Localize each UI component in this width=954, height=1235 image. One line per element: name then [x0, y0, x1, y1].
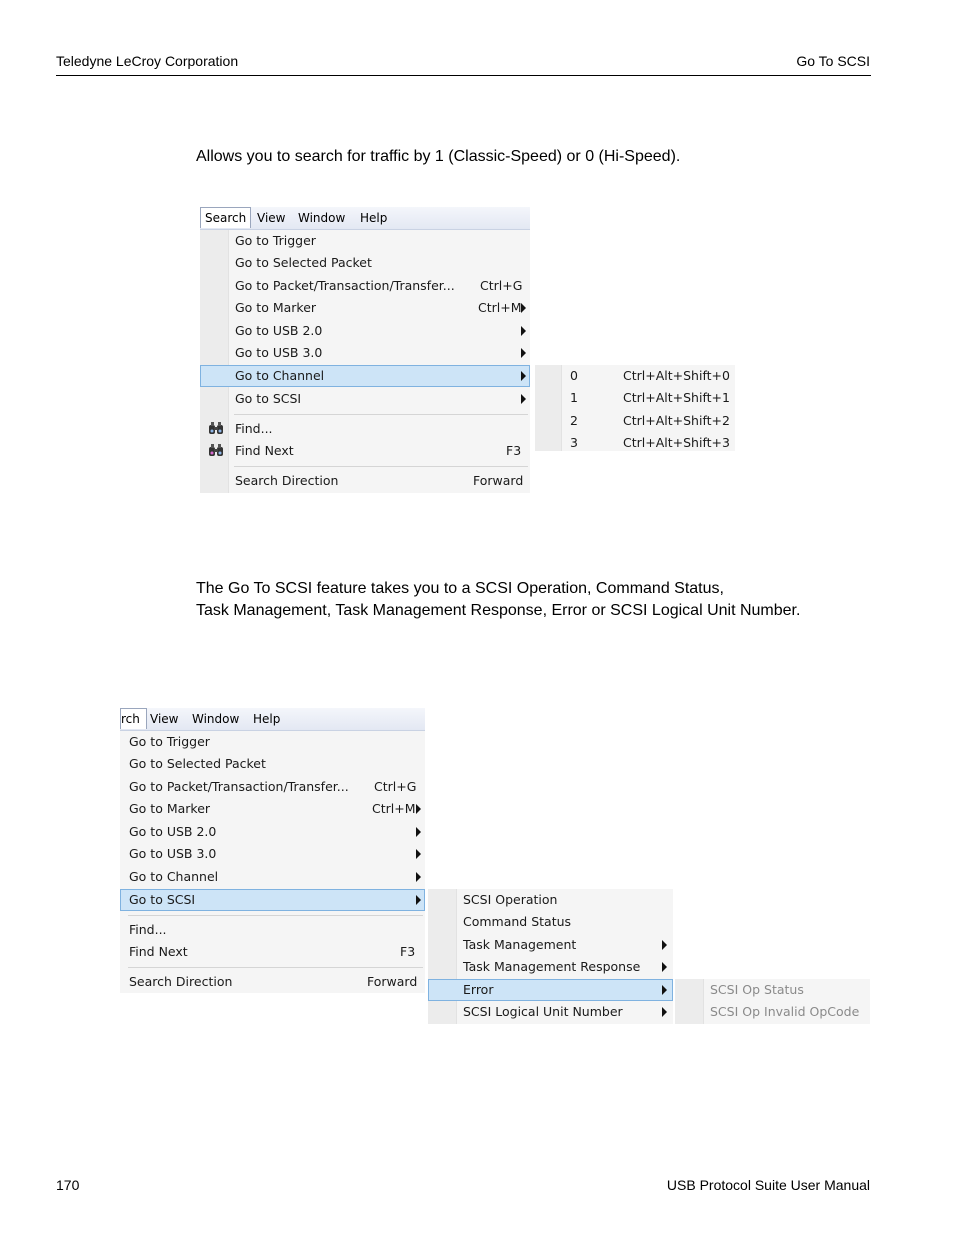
- menu-item-label: Command Status: [463, 914, 572, 929]
- menu-separator: [234, 414, 528, 415]
- menu-item-label: Go to Packet/Transaction/Transfer...: [235, 278, 455, 293]
- scsi-paragraph-line1: The Go To SCSI feature takes you to a SCSI Operation, Command Status,: [196, 580, 724, 597]
- menu-item-go-to-marker[interactable]: [200, 297, 530, 319]
- header-rule: [56, 75, 871, 76]
- footer-title: USB Protocol Suite User Manual: [666, 1177, 870, 1193]
- menu-item-label: Go to Selected Packet: [235, 255, 372, 270]
- submenu-item-task-management[interactable]: [428, 934, 673, 956]
- error-submenu: [675, 979, 870, 1024]
- menu-item-label: Go to USB 2.0: [129, 824, 217, 839]
- menu-item-shortcut: F3: [506, 443, 522, 458]
- binoculars-next-icon: [208, 442, 224, 458]
- intro-paragraph: Allows you to search for traffic by 1 (Classic-Speed) or 0 (Hi-Speed).: [196, 148, 681, 165]
- menu-item-label: 1: [570, 390, 578, 405]
- menu-item-shortcut: Ctrl+G: [480, 278, 523, 293]
- submenu-arrow-icon: [662, 962, 667, 972]
- submenu-arrow-icon: [662, 940, 667, 950]
- menu-item-go-to-packet[interactable]: [120, 776, 425, 798]
- submenu-arrow-icon: [521, 303, 526, 313]
- menu-item-label: SCSI Op Status: [710, 982, 804, 997]
- submenu-arrow-icon: [416, 804, 421, 814]
- binoculars-icon: [208, 420, 224, 436]
- menu-item-go-to-marker[interactable]: [120, 798, 425, 820]
- menu-item-go-to-usb-3[interactable]: [120, 843, 425, 865]
- menu-item-label: SCSI Logical Unit Number: [463, 1004, 623, 1019]
- menu-item-search-direction[interactable]: [120, 971, 425, 993]
- menu-item-label: Go to Trigger: [129, 734, 210, 749]
- menu-item-label: Task Management: [463, 937, 577, 952]
- menu-item-shortcut: Forward: [367, 974, 418, 989]
- scsi-paragraph-line2: Task Management, Task Management Response, Error or SCSI Logical Unit Number.: [196, 602, 801, 619]
- menu-item-go-to-channel[interactable]: [120, 866, 425, 888]
- menu-item-label: Go to Marker: [129, 801, 211, 816]
- menu-item-label: Go to SCSI: [129, 892, 196, 907]
- menu-item-shortcut: Ctrl+G: [374, 779, 417, 794]
- header-right: Go To SCSI: [796, 53, 870, 69]
- submenu-arrow-icon: [662, 1007, 667, 1017]
- submenu-arrow-icon: [521, 348, 526, 358]
- menubar-window[interactable]: Window: [298, 211, 346, 225]
- menu-item-label: Go to USB 3.0: [235, 345, 323, 360]
- menu-item-go-to-channel[interactable]: [200, 365, 530, 387]
- menu-item-find-next[interactable]: [120, 941, 425, 963]
- menu-item-label: SCSI Op Invalid OpCode: [710, 1004, 860, 1019]
- submenu-item-channel-1[interactable]: [535, 387, 735, 409]
- submenu-item-scsi-op-status[interactable]: [675, 979, 870, 1001]
- menu-item-go-to-packet[interactable]: [200, 275, 530, 297]
- menu-item-label: Go to Packet/Transaction/Transfer...: [129, 779, 349, 794]
- menu-item-go-to-scsi[interactable]: [120, 889, 425, 911]
- submenu-item-channel-3[interactable]: [535, 432, 735, 454]
- submenu-arrow-icon: [521, 326, 526, 336]
- channel-submenu: [535, 365, 735, 451]
- menu-item-label: Find...: [235, 421, 273, 436]
- menu-item-search-direction[interactable]: [200, 470, 530, 492]
- menu-item-find[interactable]: [120, 919, 425, 941]
- menu-separator: [234, 466, 528, 467]
- menu-bar: [120, 708, 425, 731]
- menubar-help[interactable]: Help: [253, 712, 281, 726]
- menu-item-label: Error: [463, 982, 494, 997]
- menu-item-find[interactable]: [200, 418, 530, 440]
- submenu-arrow-icon: [416, 895, 421, 905]
- menu-item-go-to-trigger[interactable]: [120, 731, 425, 753]
- submenu-item-task-management-response[interactable]: [428, 956, 673, 978]
- menu-separator: [128, 967, 423, 968]
- submenu-item-scsi-op-invalid-opcode[interactable]: [675, 1001, 870, 1023]
- menu-item-label: Go to Channel: [129, 869, 219, 884]
- submenu-arrow-icon: [416, 872, 421, 882]
- menu-item-label: 3: [570, 435, 578, 450]
- menu-item-shortcut: Ctrl+M: [478, 300, 522, 315]
- submenu-item-channel-0[interactable]: [535, 365, 735, 387]
- submenu-item-command-status[interactable]: [428, 911, 673, 933]
- menu-item-label: Go to USB 3.0: [129, 846, 217, 861]
- search-menu: [120, 731, 425, 993]
- menu-item-go-to-selected-packet[interactable]: [200, 252, 530, 274]
- menu-separator: [128, 915, 423, 916]
- search-menu: [200, 230, 530, 493]
- menu-item-shortcut: Ctrl+Alt+Shift+3: [623, 435, 730, 450]
- menu-item-label: 0: [570, 368, 578, 383]
- submenu-arrow-icon: [521, 371, 526, 381]
- menu-item-label: Search Direction: [235, 473, 339, 488]
- menu-item-shortcut: Ctrl+M: [372, 801, 416, 816]
- menubar-search[interactable]: Search: [200, 207, 251, 228]
- submenu-item-error[interactable]: [428, 979, 673, 1001]
- menu-item-go-to-usb-2[interactable]: [200, 320, 530, 342]
- submenu-arrow-icon: [521, 394, 526, 404]
- submenu-item-scsi-operation[interactable]: [428, 889, 673, 911]
- menu-item-shortcut: Ctrl+Alt+Shift+1: [623, 390, 730, 405]
- menubar-window[interactable]: Window: [192, 712, 240, 726]
- header-left: Teledyne LeCroy Corporation: [56, 53, 239, 69]
- menu-item-label: Find...: [129, 922, 167, 937]
- menubar-search[interactable]: rch: [120, 708, 147, 729]
- menu-item-find-next[interactable]: [200, 440, 530, 462]
- menu-item-go-to-trigger[interactable]: [200, 230, 530, 252]
- menu-bar: [200, 207, 530, 230]
- submenu-arrow-icon: [662, 985, 667, 995]
- menu-item-label: Task Management Response: [463, 959, 641, 974]
- menu-item-label: Go to USB 2.0: [235, 323, 323, 338]
- menubar-view[interactable]: View: [257, 211, 286, 225]
- menu-item-label: Go to SCSI: [235, 391, 302, 406]
- submenu-item-scsi-logical-unit-number[interactable]: [428, 1001, 673, 1023]
- menu-item-label: Find Next: [235, 443, 294, 458]
- scsi-submenu: [428, 889, 673, 1024]
- menu-item-label: Go to Trigger: [235, 233, 316, 248]
- menu-item-label: Go to Channel: [235, 368, 325, 383]
- menu-item-label: 2: [570, 413, 578, 428]
- menu-item-go-to-usb-2[interactable]: [120, 821, 425, 843]
- submenu-arrow-icon: [416, 849, 421, 859]
- menu-item-go-to-selected-packet[interactable]: [120, 753, 425, 775]
- page-number: 170: [56, 1177, 80, 1193]
- menu-item-shortcut: Forward: [473, 473, 524, 488]
- submenu-arrow-icon: [416, 827, 421, 837]
- menu-item-go-to-scsi[interactable]: [200, 388, 530, 410]
- menubar-help[interactable]: Help: [360, 211, 388, 225]
- submenu-item-channel-2[interactable]: [535, 410, 735, 432]
- menu-item-go-to-usb-3[interactable]: [200, 342, 530, 364]
- menu-item-shortcut: Ctrl+Alt+Shift+2: [623, 413, 730, 428]
- menubar-view[interactable]: View: [150, 712, 179, 726]
- menu-item-label: Go to Selected Packet: [129, 756, 266, 771]
- menu-item-label: Find Next: [129, 944, 188, 959]
- menu-item-label: Go to Marker: [235, 300, 317, 315]
- menu-item-shortcut: F3: [400, 944, 416, 959]
- menu-item-label: Search Direction: [129, 974, 233, 989]
- menu-item-shortcut: Ctrl+Alt+Shift+0: [623, 368, 730, 383]
- menu-item-label: SCSI Operation: [463, 892, 558, 907]
